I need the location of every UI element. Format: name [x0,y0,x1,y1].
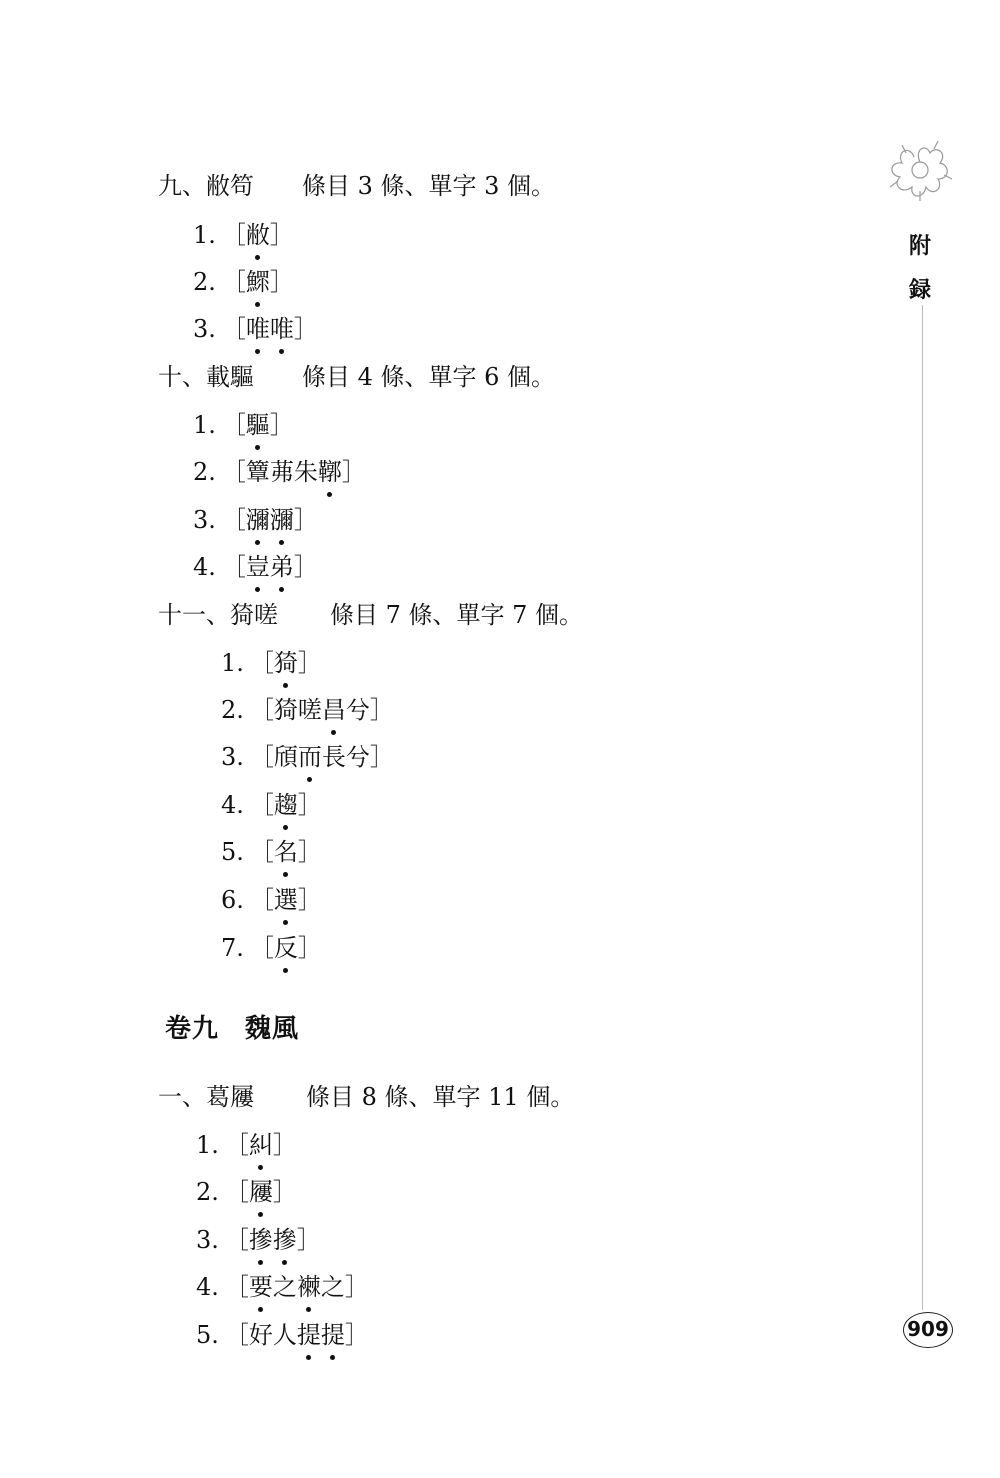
emphasized-character: 摻 [249,1223,273,1257]
bracket-close: ］ [344,1321,369,1349]
emphasized-character: 襋 [297,1270,321,1304]
emphasized-character: 瀰 [270,503,294,537]
emphasized-character: 驅 [246,408,270,442]
bracket-open: ［ [224,1131,249,1159]
item-number: 3. [193,315,216,343]
list-item [221,883,322,917]
list-item [221,646,322,680]
character: 嗟 [297,696,322,724]
list-item [193,218,294,252]
volume-name: 魏風 [245,1014,300,1044]
emphasized-character: 摻 [273,1223,297,1257]
item-number: 7. [221,934,244,962]
margin-rule [922,305,923,1310]
bracket-close: ］ [272,1131,297,1159]
entry-summary: 條目 7 條、單字 7 個。 [330,601,584,629]
bracket-close: ］ [297,649,322,677]
entry-title: 九、敝笱 [158,172,254,200]
emphasized-character: 敝 [246,218,270,252]
emphasized-character: 提 [321,1318,345,1352]
bracket-close: ］ [297,838,322,866]
flower-emblem-icon [884,135,956,205]
character: 兮 [345,743,370,771]
item-number: 3. [193,506,216,534]
character: 人 [272,1321,297,1349]
bracket-open: ［ [221,458,246,486]
bracket-close: ］ [293,315,318,343]
bracket-open: ［ [249,838,274,866]
entry-summary: 條目 4 條、單字 6 個。 [302,363,556,391]
list-item [221,740,394,774]
bracket-open: ［ [221,411,246,439]
bracket-open: ［ [249,649,274,677]
list-item [196,1270,369,1304]
bracket-open: ［ [221,221,246,249]
volume-number: 卷九 [165,1014,220,1044]
emphasized-character: 瀰 [246,503,270,537]
entry-heading [158,1080,575,1114]
item-number: 2. [221,696,244,724]
bracket-open: ［ [224,1226,249,1254]
emphasized-character: 要 [249,1270,273,1304]
list-item [196,1223,321,1257]
list-item [221,931,322,965]
bracket-open: ［ [224,1273,249,1301]
emphasized-character: 唯 [246,312,270,346]
emphasized-character: 鰥 [246,265,270,299]
bracket-close: ］ [269,411,294,439]
character: 茀 [269,458,294,486]
list-item [221,835,322,869]
emphasized-character: 趨 [274,788,298,822]
item-number: 6. [221,886,244,914]
emphasized-character: 提 [297,1318,321,1352]
item-number: 1. [221,649,244,677]
entry-summary: 條目 8 條、單字 11 個。 [306,1083,575,1111]
bracket-close: ］ [293,553,318,581]
bracket-open: ［ [221,553,246,581]
bracket-close: ］ [297,934,322,962]
bracket-open: ［ [249,696,274,724]
bracket-open: ［ [224,1178,249,1206]
item-number: 1. [193,411,216,439]
character: 簟 [245,458,270,486]
entry-heading [158,169,556,203]
item-number: 2. [196,1178,219,1206]
emphasized-character: 唯 [270,312,294,346]
bracket-close: ］ [293,506,318,534]
bracket-close: ］ [296,1226,321,1254]
emphasized-character: 名 [274,835,298,869]
emphasized-character: 反 [274,931,298,965]
item-number: 2. [193,268,216,296]
character: 好 [248,1321,273,1349]
item-number: 3. [221,743,244,771]
item-number: 4. [196,1273,219,1301]
emphasized-character: 糾 [249,1128,273,1162]
emphasized-character: 鞹 [318,455,342,489]
appendix-label-1: 附 [909,234,932,259]
bracket-open: ［ [224,1321,249,1349]
list-item [193,550,318,584]
character: 長 [321,743,346,771]
entry-heading [158,598,584,632]
bracket-close: ］ [297,886,322,914]
list-item [193,312,318,346]
list-item [221,788,322,822]
bracket-close: ］ [341,458,366,486]
bracket-close: ］ [269,268,294,296]
bracket-close: ］ [269,221,294,249]
item-number: 1. [196,1131,219,1159]
emphasized-character: 弟 [270,550,294,584]
bracket-open: ［ [249,743,274,771]
bracket-open: ［ [221,506,246,534]
entry-title: 一、葛屨 [158,1083,254,1111]
bracket-open: ［ [221,315,246,343]
list-item [196,1175,297,1209]
item-number: 5. [221,838,244,866]
character: 之 [320,1273,345,1301]
bracket-open: ［ [249,791,274,819]
character: 頎 [273,743,298,771]
entry-title: 十、載驅 [158,363,254,391]
emphasized-character: 而 [298,740,322,774]
emphasized-character: 選 [274,883,298,917]
character: 猗 [273,696,298,724]
character: 朱 [293,458,318,486]
bracket-open: ［ [249,886,274,914]
emphasized-character: 豈 [246,550,270,584]
entry-heading [158,360,556,394]
item-number: 1. [193,221,216,249]
list-item [193,503,318,537]
appendix-label-2: 録 [909,278,932,303]
item-number: 5. [196,1321,219,1349]
bracket-close: ］ [272,1178,297,1206]
list-item [193,455,366,489]
bracket-close: ］ [369,743,394,771]
bracket-open: ［ [221,268,246,296]
character: 之 [272,1273,297,1301]
character: 兮 [345,696,370,724]
list-item [193,408,294,442]
bracket-open: ［ [249,934,274,962]
entry-summary: 條目 3 條、單字 3 個。 [302,172,556,200]
list-item [193,265,294,299]
bracket-close: ］ [344,1273,369,1301]
item-number: 3. [196,1226,219,1254]
list-item [221,693,394,727]
item-number: 4. [221,791,244,819]
entry-title: 十一、猗嗟 [158,601,278,629]
emphasized-character: 屨 [249,1175,273,1209]
item-number: 2. [193,458,216,486]
emphasized-character: 猗 [274,646,298,680]
list-item [196,1128,297,1162]
list-item [196,1318,369,1352]
page-number: 909 [903,1312,953,1348]
emphasized-character: 昌 [322,693,346,727]
bracket-close: ］ [369,696,394,724]
bracket-close: ］ [297,791,322,819]
item-number: 4. [193,553,216,581]
volume-heading [165,1008,299,1045]
